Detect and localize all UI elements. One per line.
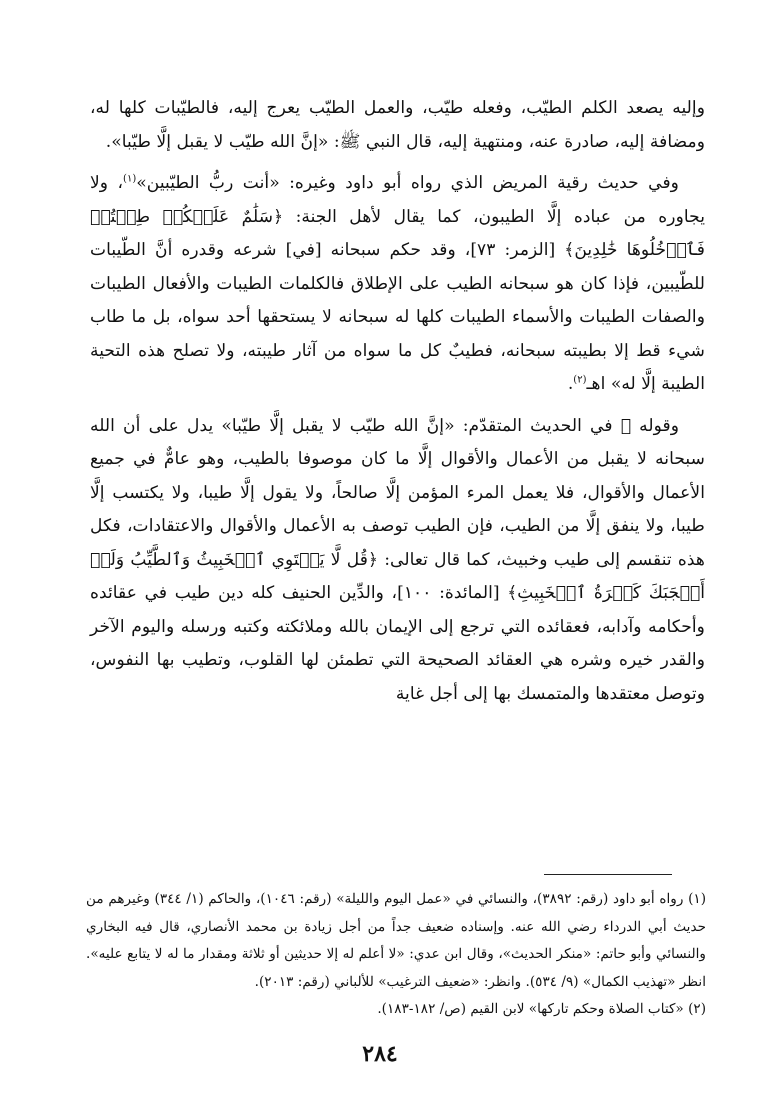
paragraph-2 bbox=[90, 167, 705, 402]
footnote-divider bbox=[544, 874, 672, 875]
paragraph-3: وقوله ﷺ في الحديث المتقدّم: «إنَّ الله طيّب لا يقبل إلَّا طيّبا» يدل على أن الله سبحانه لا يقبل من الأعمال والأقوال إلَّا ما كان موصوفا بالطيب، وهو عامٌّ في جميع الأعمال والأقوال، فلا يعمل المرء المؤمن إلَّا صالحاً، ولا يقول إلَّا طيبا، ولا يكتسب إلَّا طيبا، ولا ينفق إلَّا من الطيب، فإن الطيب توصف به الأعمال والأقوال والاعتقادات، فكل هذه تنقسم إلى طيب وخبيث، كما قال تعالى: ﴿قُل لَّا يَسۡتَوِي ٱلۡخَبِيثُ وَٱلطَّيِّبُ وَلَوۡ أَعۡجَبَكَ كَثۡرَةُ ٱلۡخَبِيثِ﴾ [المائدة: ١٠٠]، والدِّين الحنيف كله دين طيب في عقائده وأحكامه وآدابه، فعقائده التي ترجع إلى الإيمان بالله وملائكته وكتبه ورسله واليوم الآخر والقدر خيره وشره هي العقائد الصحيحة التي تطمئن لها القلوب، وتطيب بها النفوس، وتوصل معتقدها والمتمسك بها إلى أجل غاية bbox=[90, 415, 705, 704]
paragraph-2-part-b: ، ولا يجاوره من عباده إلَّا الطيبون، كما يقال لأهل الجنة: ﴿سَلَٰمٌ عَلَيۡكُمۡ طِبۡتُمۡ فَٱدۡخُلُوهَا خَٰلِدِينَ﴾ [الزمر: ٧٣]، وقد حكم سبحانه [في] شرعه وقدره أنَّ الطّيبات للطّيبين، فإذا كان هو سبحانه الطيب على الإطلاق فالكلمات الطيبات والأفعال الطيبات والصفات الطيبات والأسماء الطيبات كلها له سبحانه لا يستحقها أحد سواه، بل ما طاب شيء قط إلا بطيبته سبحانه، فطيبٌ كل ما سواه من آثار طيبته، ولا تصلح هذه التحية الطيبة إلَّا له» اهـ bbox=[90, 173, 706, 394]
footnote-1: (١) رواه أبو داود (رقم: ٣٨٩٢)، والنسائي في «عمل اليوم والليلة» (رقم: ١٠٤٦)، والحاكم (١/ ٣٤٤) وغيرهم من حديث أبي الدرداء رضي الله عنه. وإسناده ضعيف جداً من أجل زيادة بن محمد الأنصاري، قال فيه البخاري والنسائي وأبو حاتم: «منكر الحديث»، وقال ابن عدي: «لا أعلم له إلا حديثين أو ثلاثة ومقدار ما له لا يتابع عليه». انظر «تهذيب الكمال» (٩/ ٥٣٤). وانظر: «ضعيف الترغيب» للألباني (رقم: ٢٠١٣). bbox=[86, 891, 706, 990]
footnote-ref-2[interactable]: (٢) bbox=[573, 374, 587, 386]
footnote-ref-1[interactable]: (١) bbox=[123, 173, 137, 185]
main-text bbox=[90, 92, 705, 711]
paragraph-2-part-c: . bbox=[567, 374, 574, 394]
paragraph-2-part-a: وفي حديث رقية المريض الذي رواه أبو داود وغيره: «أنت ربُّ الطيّبين» bbox=[136, 173, 679, 193]
paragraph-1: وإليه يصعد الكلم الطيّب، وفعله طيّب، والعمل الطيّب يعرج إليه، فالطيّبات كلها له، ومضافة إليه، صادرة عنه، ومنتهية إليه، قال النبي ﷺ: «إنَّ الله طيّب لا يقبل إلَّا طيّبا». bbox=[90, 98, 705, 152]
footnote-2: (٢) «كتاب الصلاة وحكم تاركها» لابن القيم (ص/ ١٨٢-١٨٣). bbox=[377, 1001, 706, 1018]
footnotes bbox=[86, 886, 706, 1024]
page-number: ٢٨٤ bbox=[362, 1041, 398, 1067]
